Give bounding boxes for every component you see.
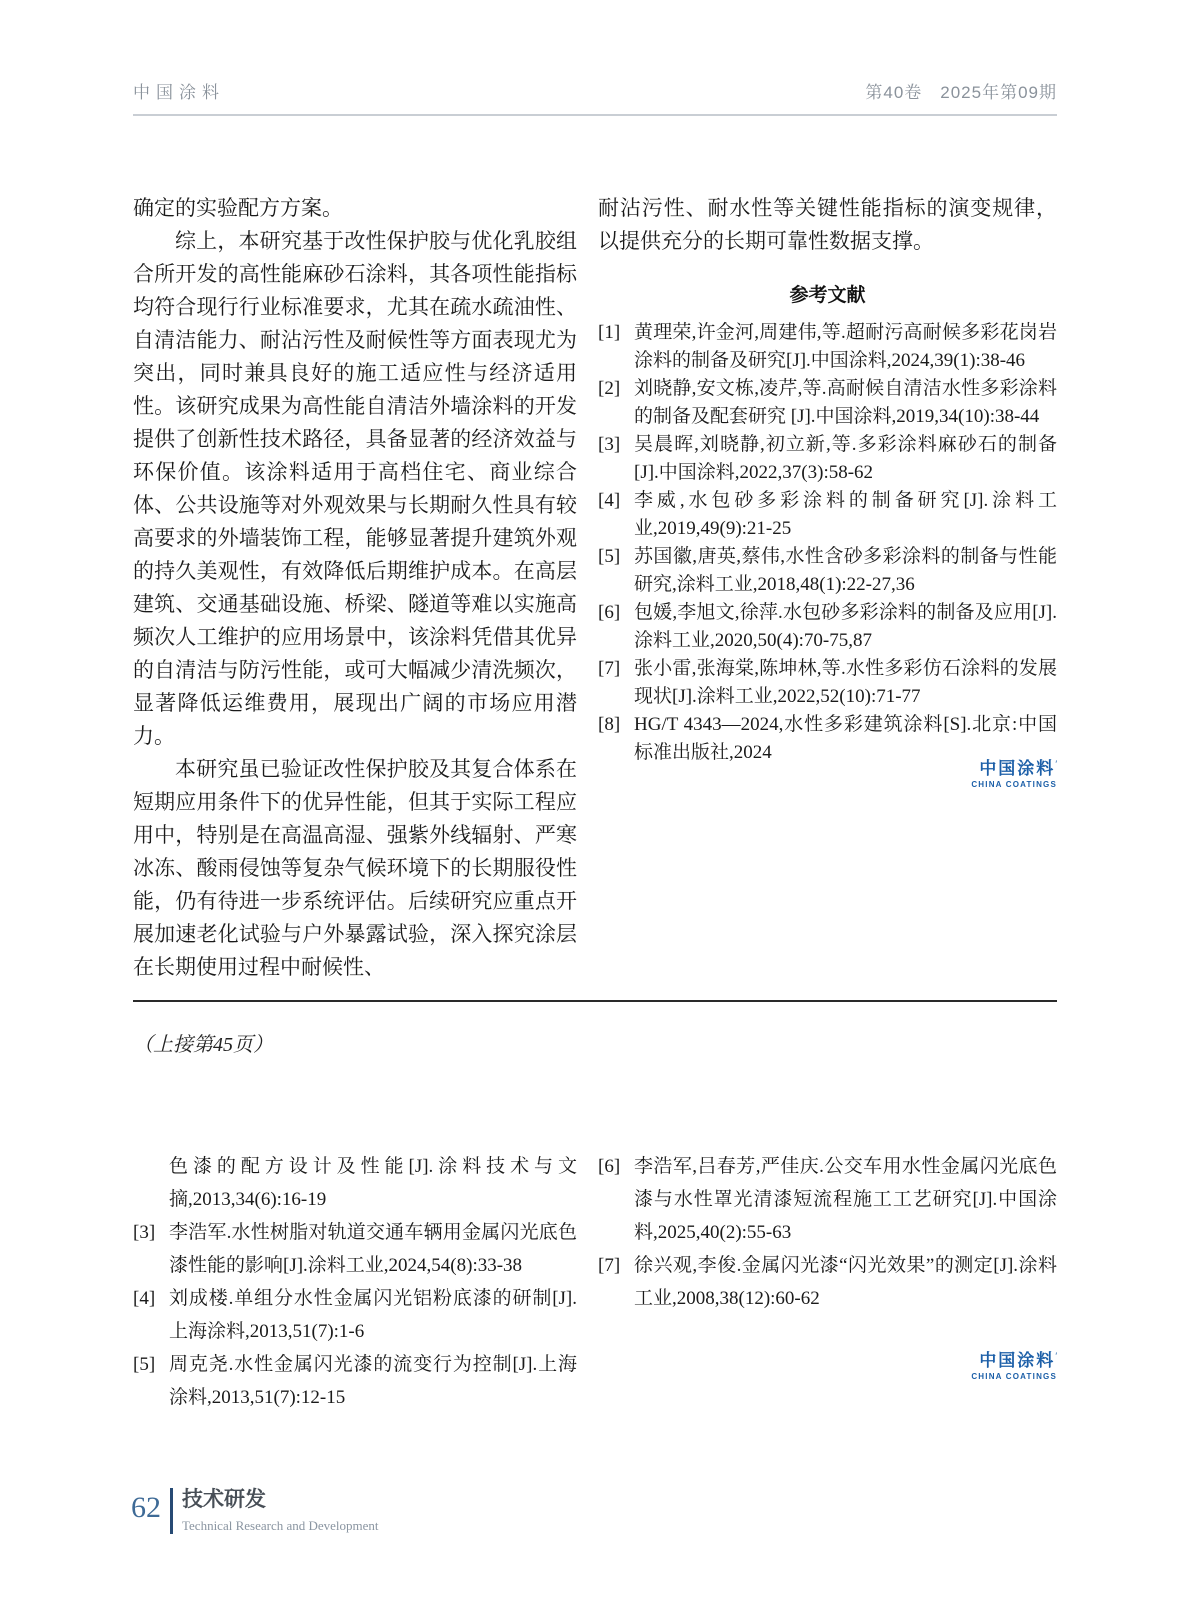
journal-title: 中国涂料	[133, 83, 225, 102]
logo-wordmark: 中国涂料	[979, 1351, 1056, 1370]
footer-section	[182, 1488, 379, 1534]
reference-text: 李浩军.水性树脂对轨道交通车辆用金属闪光底色漆性能的影响[J].涂料工业,2024,54(8):33-38	[169, 1222, 577, 1276]
reference-text: 周克尧.水性金属闪光漆的流变行为控制[J].上海涂料,2013,51(7):12-15	[169, 1354, 577, 1408]
reference-number: [3]	[133, 1222, 156, 1243]
reference-text: 李威,水包砂多彩涂料的制备研究[J].涂料工业,2019,49(9):21-25	[634, 490, 1057, 539]
reference-text: 黄理荣,许金河,周建伟,等.超耐污高耐候多彩花岗岩涂料的制备及研究[J].中国涂料,2024,39(1):38-46	[634, 322, 1057, 371]
china-coatings-logo	[971, 1352, 1057, 1381]
reference-entry	[133, 1150, 577, 1216]
reference-entry	[598, 319, 1057, 375]
reference-entry	[598, 431, 1057, 487]
page-footer	[131, 1488, 379, 1534]
logo-trademark: ′	[1055, 1351, 1057, 1361]
reference-text: HG/T 4343—2024,水性多彩建筑涂料[S].北京:中国标准出版社,2024	[634, 714, 1057, 763]
reference-entry	[598, 655, 1057, 711]
references-heading: 参考文献	[789, 285, 866, 306]
reference-number: [8]	[598, 714, 621, 735]
reference-entry	[598, 375, 1057, 431]
section-divider	[133, 1000, 1057, 1002]
reference-number: [7]	[598, 658, 621, 679]
right-column	[598, 192, 1057, 984]
volume-issue: 第40卷 2025年第09期	[865, 83, 1057, 102]
reference-text: 徐兴观,李俊.金属闪光漆“闪光效果”的测定[J].涂料工业,2008,38(12):60-62	[634, 1255, 1057, 1309]
footer-divider-bar	[170, 1488, 173, 1534]
china-coatings-logo	[971, 760, 1057, 789]
reference-number: [5]	[598, 546, 621, 567]
reference-text: 色漆的配方设计及性能[J].涂料技术与文摘,2013,34(6):16-19	[169, 1156, 577, 1210]
reference-text: 吴晨晖,刘晓静,初立新,等.多彩涂料麻砂石的制备[J].中国涂料,2022,37(3):58-62	[634, 434, 1057, 483]
reference-entry	[598, 1150, 1057, 1249]
paragraph: 耐沾污性、耐水性等关键性能指标的演变规律，以提供充分的长期可靠性数据支撑。	[598, 196, 1057, 253]
reference-text: 刘成楼.单组分水性金属闪光铝粉底漆的研制[J].上海涂料,2013,51(7):1-6	[169, 1288, 577, 1342]
reference-number: [7]	[598, 1255, 621, 1276]
reference-text: 李浩军,吕春芳,严佳庆.公交车用水性金属闪光底色漆与水性罩光清漆短流程施工工艺研究[J].中国涂料,2025,40(2):55-63	[634, 1156, 1057, 1243]
reference-entry	[133, 1216, 577, 1282]
paragraph: 本研究虽已验证改性保护胶及其复合体系在短期应用条件下的优异性能，但其于实际工程应用中，特别是在高温高湿、强紫外线辐射、严寒冰冻、酸雨侵蚀等复杂气候环境下的长期服役性能，仍有待进一步系统评估。后续研究应重点开展加速老化试验与户外暴露试验，深入探究涂层在长期使用过程中耐候性、	[133, 757, 577, 979]
reference-entry	[133, 1348, 577, 1414]
reference-number: [1]	[598, 322, 621, 343]
reference-text: 刘晓静,安文栋,凌芹,等.高耐候自清洁水性多彩涂料的制备及配套研究 [J].中国涂料,2019,34(10):38-44	[634, 378, 1057, 427]
logo-wordmark: 中国涂料	[979, 759, 1056, 778]
reference-number: [2]	[598, 378, 621, 399]
reference-text: 苏国徽,唐英,蔡伟,水性含砂多彩涂料的制备与性能研究,涂料工业,2018,48(1):22-27,36	[634, 546, 1057, 595]
continued-from-note: （上接第45页）	[133, 1034, 273, 1056]
reference-entry	[598, 599, 1057, 655]
section-subtitle-en: Technical Research and Development	[182, 1518, 379, 1534]
reference-number: [6]	[598, 1156, 621, 1177]
logo-subtitle: CHINA COATINGS	[971, 1372, 1057, 1381]
left-column	[133, 192, 577, 984]
left-column	[133, 1150, 577, 1414]
paragraph: 综上，本研究基于改性保护胶与优化乳胶组合所开发的高性能麻砂石涂料，其各项性能指标均符合现行行业标准要求，尤其在疏水疏油性、自清洁能力、耐沾污性及耐候性等方面表现尤为突出，同时兼具良好的施工适应性与经济适用性。该研究成果为高性能自清洁外墙涂料的开发提供了创新性技术路径，具备显著的经济效益与环保价值。该涂料适用于高档住宅、商业综合体、公共设施等对外观效果与长期耐久性具有较高要求的外墙装饰工程，能够显著提升建筑外观的持久美观性，有效降低后期维护成本。在高层建筑、交通基础设施、桥梁、隧道等难以实施高频次人工维护的应用场景中，该涂料凭借其优异的自清洁与防污性能，或可大幅减少清洗频次，显著降低运维费用，展现出广阔的市场应用潜力。	[133, 229, 577, 748]
reference-entry	[133, 1282, 577, 1348]
section-title: 技术研发	[182, 1488, 266, 1511]
page-header	[133, 78, 1057, 116]
logo-trademark: ′	[1055, 759, 1057, 769]
reference-list	[598, 319, 1057, 767]
reference-entry	[598, 1249, 1057, 1315]
reference-number: [5]	[133, 1354, 156, 1375]
reference-text: 包媛,李旭文,徐萍.水包砂多彩涂料的制备及应用[J].涂料工业,2020,50(4):70-75,87	[634, 602, 1057, 651]
logo-subtitle: CHINA COATINGS	[971, 780, 1057, 789]
page-number: 62	[131, 1491, 161, 1524]
reference-entry	[598, 487, 1057, 543]
reference-number: [3]	[598, 434, 621, 455]
reference-number: [6]	[598, 602, 621, 623]
continued-references	[133, 1150, 1057, 1414]
article-body	[133, 192, 1057, 984]
reference-text: 张小雷,张海棠,陈坤林,等.水性多彩仿石涂料的发展现状[J].涂料工业,2022,52(10):71-77	[634, 658, 1057, 707]
reference-number	[133, 1150, 169, 1216]
reference-number: [4]	[133, 1288, 156, 1309]
paragraph: 确定的实验配方方案。	[133, 196, 343, 220]
reference-number: [4]	[598, 490, 621, 511]
reference-entry	[598, 543, 1057, 599]
